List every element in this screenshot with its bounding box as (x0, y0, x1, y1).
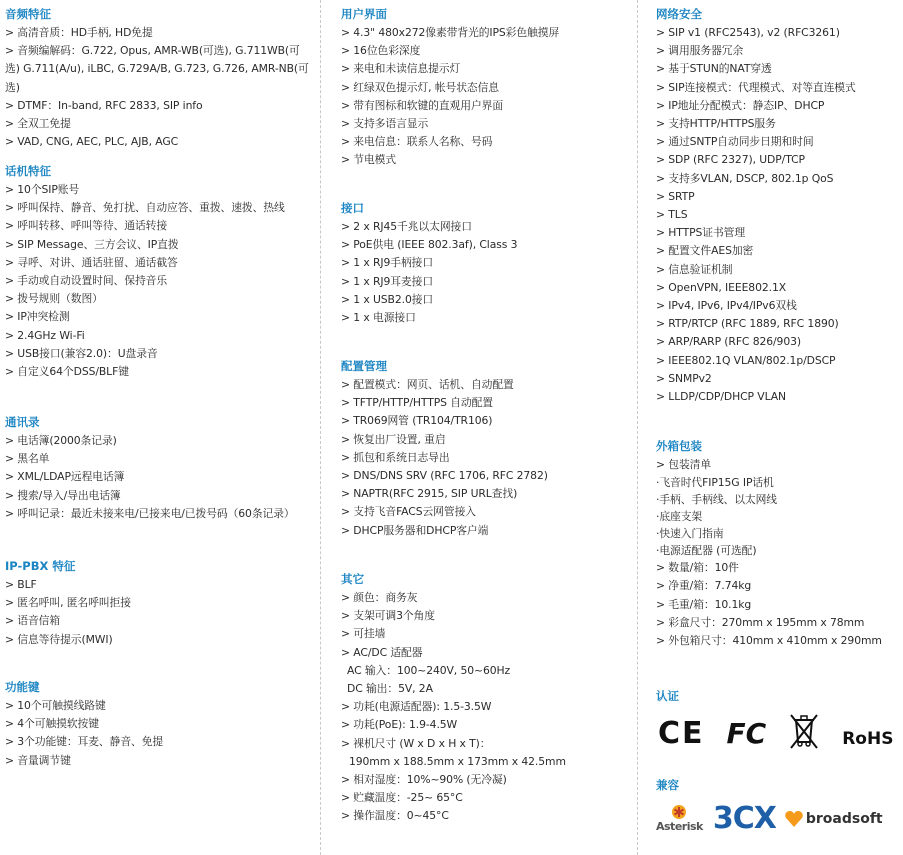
list-item: > XML/LDAP远程电话簿 (5, 470, 125, 484)
list-item: > RTP/RTCP (RFC 1889, RFC 1890) (656, 317, 839, 331)
section-title: 音频特征 (5, 7, 51, 21)
list-item: > 寻呼、对讲、通话驻留、通话截答 (5, 255, 178, 269)
list-item: > 1 x RJ9耳麦接口 (341, 274, 434, 288)
weee-bin-icon (788, 712, 820, 754)
list-item: > 黑名单 (5, 452, 50, 466)
list-item: > 支架可调3个角度 (341, 609, 435, 623)
list-item: > USB接口(兼容2.0)：U盘录音 (5, 346, 158, 360)
list-item: > 抓包和系统日志导出 (341, 450, 450, 464)
list-item: > 来电和未读信息提示灯 (341, 62, 461, 76)
section-title: IP-PBX 特征 (5, 559, 76, 573)
section-function-keys (5, 677, 313, 770)
list-item: > 毛重/箱：10.1kg (656, 597, 752, 611)
list-item: > 4个可触摸软按键 (5, 717, 99, 731)
list-item: > SRTP (656, 189, 695, 203)
section-contacts (5, 412, 313, 523)
list-item: > 2.4GHz Wi-Fi (5, 328, 85, 342)
list-item: > HTTPS证书管理 (656, 226, 746, 240)
list-item: > 手动或自动设置时间、保持音乐 (5, 274, 168, 288)
list-item: > 3个功能键：耳麦、静音、免提 (5, 735, 164, 749)
list-item: > 搜索/导入/导出电话簿 (5, 488, 121, 502)
list-item: > IEEE802.1Q VLAN/802.1p/DSCP (656, 353, 836, 367)
list-item: > SDP (RFC 2327), UDP/TCP (656, 153, 805, 167)
list-item: > 呼叫转移、呼叫等待、通话转接 (5, 219, 168, 233)
list-item: > BLF (5, 578, 37, 591)
list-item: > SIP Message、三方会议、IP直拨 (5, 237, 179, 251)
section-certification (656, 686, 902, 706)
list-item: > 2 x RJ45千兆以太网接口 (341, 220, 472, 233)
section-title: 接口 (341, 201, 364, 215)
list-item: > SIP连接模式：代理模式、对等直连模式 (656, 80, 856, 94)
section-title: 外箱包装 (656, 439, 702, 453)
list-item: > 调用服务器冗余 (656, 44, 744, 58)
list-item: > 颜色：商务灰 (341, 591, 418, 604)
rohs-logo: RoHS (842, 729, 894, 749)
list-item: > 支持多语言显示 (341, 117, 429, 131)
list-item: > 配置模式：网页、话机、自动配置 (341, 378, 514, 391)
list-item: > 10个可触摸线路键 (5, 699, 106, 712)
section-interfaces (341, 198, 631, 327)
list-item: ·电源适配器 (可选配) (656, 544, 757, 558)
list-item: ·底座支架 (656, 510, 703, 524)
certification-logos (656, 712, 893, 754)
list-item: > 支持多VLAN, DSCP, 802.1p QoS (656, 171, 834, 185)
list-item: > 支持HTTP/HTTPS服务 (656, 117, 776, 131)
ce-mark-logo: CE (658, 715, 705, 751)
list-item: > IP地址分配模式：静态IP、DHCP (656, 98, 825, 112)
list-item: > AC/DC 适配器 (341, 645, 423, 659)
section-title: 认证 (656, 689, 679, 703)
list-item: > 1 x RJ9手柄接口 (341, 256, 434, 270)
list-item: > 匿名呼叫, 匿名呼叫拒接 (5, 596, 131, 610)
list-item: > 信息验证机制 (656, 262, 733, 276)
list-item: > 通过SNTP自动同步日期和时间 (656, 135, 814, 149)
section-config-mgmt (341, 356, 631, 540)
list-item: > IPv4, IPv6, IPv4/IPv6双栈 (656, 299, 797, 313)
list-item: > 呼叫保持、静音、免打扰、自动应答、重拨、速拨、热线 (5, 201, 285, 215)
list-item: > 功耗(PoE): 1.9-4.5W (341, 718, 458, 732)
section-network-security (656, 4, 902, 406)
section-title: 网络安全 (656, 7, 702, 21)
compatibility-logos (656, 801, 883, 836)
list-item: > 可挂墙 (341, 627, 386, 641)
list-item: AC 输入：100~240V, 50~60Hz (347, 663, 511, 677)
list-item: > 红绿双色提示灯, 帐号状态信息 (341, 80, 500, 94)
list-item: > 语音信箱 (5, 614, 61, 628)
list-item: > 自定义64个DSS/BLF键 (5, 365, 129, 379)
list-item: DC 输出：5V, 2A (347, 682, 433, 696)
list-item: > 音量调节键 (5, 753, 71, 767)
list-item: > 贮藏温度：-25~ 65°C (341, 791, 463, 805)
fcc-mark-logo: FC (726, 716, 767, 750)
list-item: > 配置文件AES加密 (656, 244, 754, 258)
asterisk-icon (670, 804, 688, 820)
heart-icon (784, 809, 804, 829)
list-item: > IP冲突检测 (5, 310, 70, 324)
section-title: 话机特征 (5, 164, 51, 178)
list-item: > 全双工免提 (5, 117, 71, 131)
list-item: > 操作温度：0~45°C (341, 809, 449, 823)
list-item: > SIP v1 (RFC2543), v2 (RFC3261) (656, 26, 840, 39)
list-item: > 4.3" 480x272像素带背光的IPS彩色触摸屏 (341, 26, 560, 39)
broadsoft-logo: broadsoft (784, 809, 883, 829)
list-item: > 1 x 电源接口 (341, 311, 416, 325)
list-item: > 节电模式 (341, 153, 397, 167)
section-title: 配置管理 (341, 359, 387, 373)
list-item: ·飞音时代FIP15G IP话机 (656, 476, 774, 490)
list-item: > NAPTR(RFC 2915, SIP URL查找) (341, 487, 518, 501)
list-item: > TLS (656, 208, 688, 222)
list-item: > 功耗(电源适配器): 1.5-3.5W (341, 700, 492, 714)
list-item: 190mm x 188.5mm x 173mm x 42.5mm (349, 754, 566, 768)
list-item: > 高清音质：HD手柄, HD免提 (5, 26, 153, 39)
section-title: 兼容 (656, 778, 679, 792)
list-item: > OpenVPN, IEEE802.1X (656, 280, 787, 294)
list-item: > 带有图标和软键的直观用户界面 (341, 98, 504, 112)
list-item: > VAD, CNG, AEC, PLC, AJB, AGC (5, 135, 179, 149)
section-title: 通讯录 (5, 415, 40, 429)
section-other (341, 569, 631, 826)
list-item: > TFTP/HTTP/HTTPS 自动配置 (341, 396, 494, 410)
list-item: > 外包箱尺寸：410mm x 410mm x 290mm (656, 634, 882, 648)
list-item: > 拨号规则（数图） (5, 292, 103, 306)
list-item: ·快速入门指南 (656, 527, 724, 541)
list-item: ·手柄、手柄线、以太网线 (656, 493, 777, 507)
column-divider-1 (320, 0, 321, 855)
column-divider-2 (637, 0, 638, 855)
section-phone-features (5, 161, 313, 381)
list-item: > 相对湿度：10%~90% (无冷凝) (341, 773, 507, 787)
list-item: > PoE供电 (IEEE 802.3af), Class 3 (341, 238, 518, 252)
3cx-logo: 3CX (712, 801, 776, 836)
section-audio (5, 4, 313, 151)
list-item: > 包装清单 (656, 458, 712, 471)
list-item: > 电话簿(2000条记录) (5, 434, 117, 447)
list-item: > 裸机尺寸 (W x D x H x T)： (341, 736, 491, 750)
list-item: > 数量/箱：10件 (656, 561, 739, 575)
list-item: > LLDP/CDP/DHCP VLAN (656, 390, 786, 404)
list-item: > 支持飞音FACS云网管接入 (341, 505, 476, 519)
list-item: > TR069网管 (TR104/TR106) (341, 414, 493, 428)
section-title: 功能键 (5, 680, 40, 694)
list-item: > 音频编解码：G.722, Opus, AMR-WB(可选), G.711WB(可选) G.711(A/u), iLBC, G.729A/B, G.723, G.726, AMR-NB(可选) (5, 44, 309, 94)
list-item: > 净重/箱：7.74kg (656, 579, 752, 593)
list-item: > 信息等待提示(MWI) (5, 632, 113, 646)
list-item: > 基于STUN的NAT穿透 (656, 62, 772, 76)
list-item: > SNMPv2 (656, 371, 712, 385)
section-ippbx (5, 556, 313, 649)
list-item: > 彩盒尺寸：270mm x 195mm x 78mm (656, 615, 865, 629)
list-item: > 恢复出厂设置, 重启 (341, 432, 446, 446)
list-item: > DHCP服务器和DHCP客户端 (341, 523, 489, 537)
section-title: 用户界面 (341, 7, 387, 21)
asterisk-logo: Asterisk (656, 804, 703, 833)
list-item: > 1 x USB2.0接口 (341, 292, 434, 306)
list-item: > 来电信息：联系人名称、号码 (341, 135, 493, 149)
section-ui (341, 4, 631, 170)
list-item: > DTMF：In-band, RFC 2833, SIP info (5, 98, 203, 112)
list-item: > DNS/DNS SRV (RFC 1706, RFC 2782) (341, 469, 548, 483)
section-packaging (656, 436, 902, 650)
list-item: > 10个SIP账号 (5, 183, 80, 196)
list-item: > 呼叫记录：最近未接来电/已接来电/已拨号码（60条记录） (5, 506, 295, 520)
list-item: > ARP/RARP (RFC 826/903) (656, 335, 801, 349)
section-title: 其它 (341, 572, 364, 586)
section-compatibility (656, 775, 902, 795)
list-item: > 16位色彩深度 (341, 44, 421, 58)
